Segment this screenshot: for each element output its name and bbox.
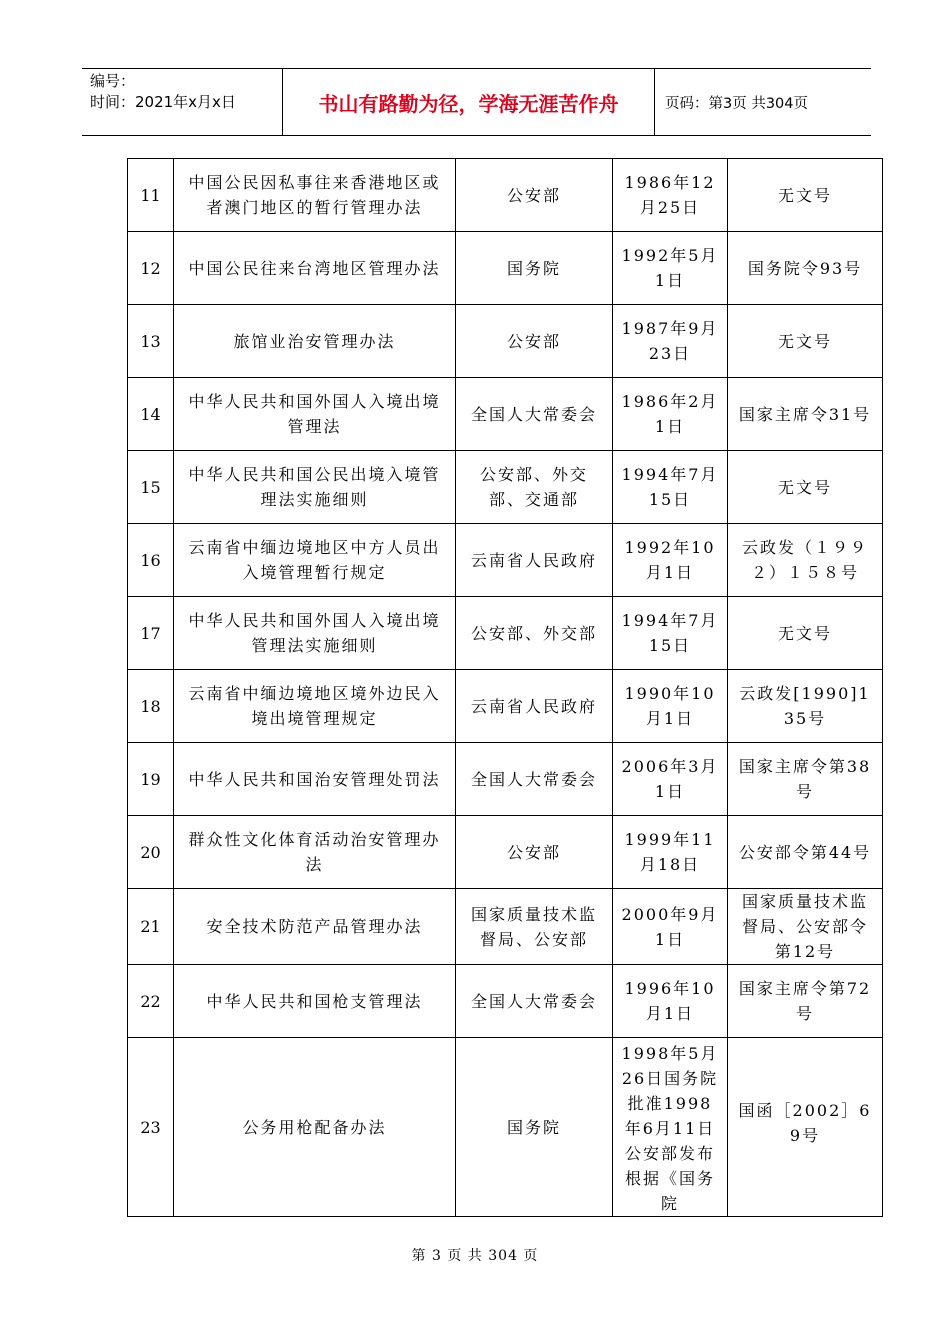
document-number-cell: 国家主席令31号 <box>728 378 883 451</box>
issuing-body-cell: 全国人大常委会 <box>456 743 613 816</box>
issuing-body-cell: 云南省人民政府 <box>456 524 613 597</box>
effective-date-cell: 1999年11月18日 <box>613 816 728 889</box>
header-motto <box>283 69 655 135</box>
regulations-table <box>127 158 883 1217</box>
regulation-name-cell: 中华人民共和国外国人入境出境管理法 <box>174 378 456 451</box>
row-number-cell: 16 <box>128 524 174 597</box>
row-number-cell: 11 <box>128 159 174 232</box>
document-number-cell: 国家质量技术监督局、公安部令第12号 <box>728 889 883 965</box>
regulation-name-cell: 中华人民共和国治安管理处罚法 <box>174 743 456 816</box>
table-row <box>128 378 883 451</box>
document-number-cell: 无文号 <box>728 305 883 378</box>
effective-date-cell: 2000年9月1日 <box>613 889 728 965</box>
regulation-name-cell: 中华人民共和国公民出境入境管理法实施细则 <box>174 451 456 524</box>
regulation-name-cell: 旅馆业治安管理办法 <box>174 305 456 378</box>
page-header <box>82 68 871 136</box>
effective-date-cell: 1986年2月1日 <box>613 378 728 451</box>
regulation-name-cell: 云南省中缅边境地区境外边民入境出境管理规定 <box>174 670 456 743</box>
issuing-body-cell: 国务院 <box>456 232 613 305</box>
regulation-name-cell: 中国公民因私事往来香港地区或者澳门地区的暂行管理办法 <box>174 159 456 232</box>
row-number-cell: 23 <box>128 1038 174 1217</box>
document-number-cell: 国家主席令第72号 <box>728 965 883 1038</box>
table-row <box>128 889 883 965</box>
header-meta <box>82 69 283 135</box>
table-body <box>128 159 883 1217</box>
regulation-name-cell: 群众性文化体育活动治安管理办法 <box>174 816 456 889</box>
regulation-name-cell: 公务用枪配备办法 <box>174 1038 456 1217</box>
document-number-cell: 无文号 <box>728 451 883 524</box>
table-row <box>128 524 883 597</box>
effective-date-cell: 1990年10月1日 <box>613 670 728 743</box>
effective-date-cell: 1994年7月15日 <box>613 451 728 524</box>
document-number-cell: 无文号 <box>728 159 883 232</box>
document-number-cell: 无文号 <box>728 597 883 670</box>
table-row <box>128 965 883 1038</box>
row-number-cell: 17 <box>128 597 174 670</box>
table-row <box>128 670 883 743</box>
serial-label: 编号： <box>90 72 136 90</box>
document-number-cell: 国家主席令第38号 <box>728 743 883 816</box>
row-number-cell: 22 <box>128 965 174 1038</box>
issuing-body-cell: 公安部、外交部 <box>456 597 613 670</box>
issuing-body-cell: 公安部 <box>456 816 613 889</box>
issuing-body-cell: 公安部 <box>456 159 613 232</box>
regulation-name-cell: 中华人民共和国外国人入境出境管理法实施细则 <box>174 597 456 670</box>
table-row <box>128 816 883 889</box>
document-number-cell: 公安部令第44号 <box>728 816 883 889</box>
regulation-name-cell: 中国公民往来台湾地区管理办法 <box>174 232 456 305</box>
effective-date-cell: 1992年10月1日 <box>613 524 728 597</box>
issuing-body-cell: 公安部、外交部、交通部 <box>456 451 613 524</box>
effective-date-cell: 1987年9月23日 <box>613 305 728 378</box>
row-number-cell: 13 <box>128 305 174 378</box>
issuing-body-cell: 国务院 <box>456 1038 613 1217</box>
document-number-cell: 云政发（１９９２）１５８号 <box>728 524 883 597</box>
table-row <box>128 597 883 670</box>
issuing-body-cell: 公安部 <box>456 305 613 378</box>
document-number-cell: 云政发[1990]135号 <box>728 670 883 743</box>
effective-date-cell: 1986年12月25日 <box>613 159 728 232</box>
issuing-body-cell: 全国人大常委会 <box>456 378 613 451</box>
row-number-cell: 20 <box>128 816 174 889</box>
row-number-cell: 21 <box>128 889 174 965</box>
issuing-body-cell: 云南省人民政府 <box>456 670 613 743</box>
table-row <box>128 159 883 232</box>
regulation-name-cell: 安全技术防范产品管理办法 <box>174 889 456 965</box>
document-number-cell: 国函［2002］69号 <box>728 1038 883 1217</box>
page-footer: 第 3 页 共 304 页 <box>411 1248 539 1264</box>
header-page-label: 页码：第3页 共304页 <box>665 95 809 112</box>
effective-date-cell: 1998年5月26日国务院批准1998年6月11日公安部发布根据《国务院 <box>613 1038 728 1217</box>
row-number-cell: 12 <box>128 232 174 305</box>
table-row <box>128 232 883 305</box>
effective-date-cell: 1994年7月15日 <box>613 597 728 670</box>
time-label: 时间：2021年x月x日 <box>90 93 236 111</box>
motto-text: 书山有路勤为径，学海无涯苦作舟 <box>318 91 619 116</box>
issuing-body-cell: 国家质量技术监督局、公安部 <box>456 889 613 965</box>
row-number-cell: 15 <box>128 451 174 524</box>
table-row <box>128 305 883 378</box>
row-number-cell: 14 <box>128 378 174 451</box>
regulation-name-cell: 中华人民共和国枪支管理法 <box>174 965 456 1038</box>
document-number-cell: 国务院令93号 <box>728 232 883 305</box>
regulation-name-cell: 云南省中缅边境地区中方人员出入境管理暂行规定 <box>174 524 456 597</box>
table-row <box>128 451 883 524</box>
issuing-body-cell: 全国人大常委会 <box>456 965 613 1038</box>
row-number-cell: 18 <box>128 670 174 743</box>
effective-date-cell: 1996年10月1日 <box>613 965 728 1038</box>
row-number-cell: 19 <box>128 743 174 816</box>
table-row <box>128 1038 883 1217</box>
effective-date-cell: 1992年5月1日 <box>613 232 728 305</box>
effective-date-cell: 2006年3月1日 <box>613 743 728 816</box>
table-row <box>128 743 883 816</box>
